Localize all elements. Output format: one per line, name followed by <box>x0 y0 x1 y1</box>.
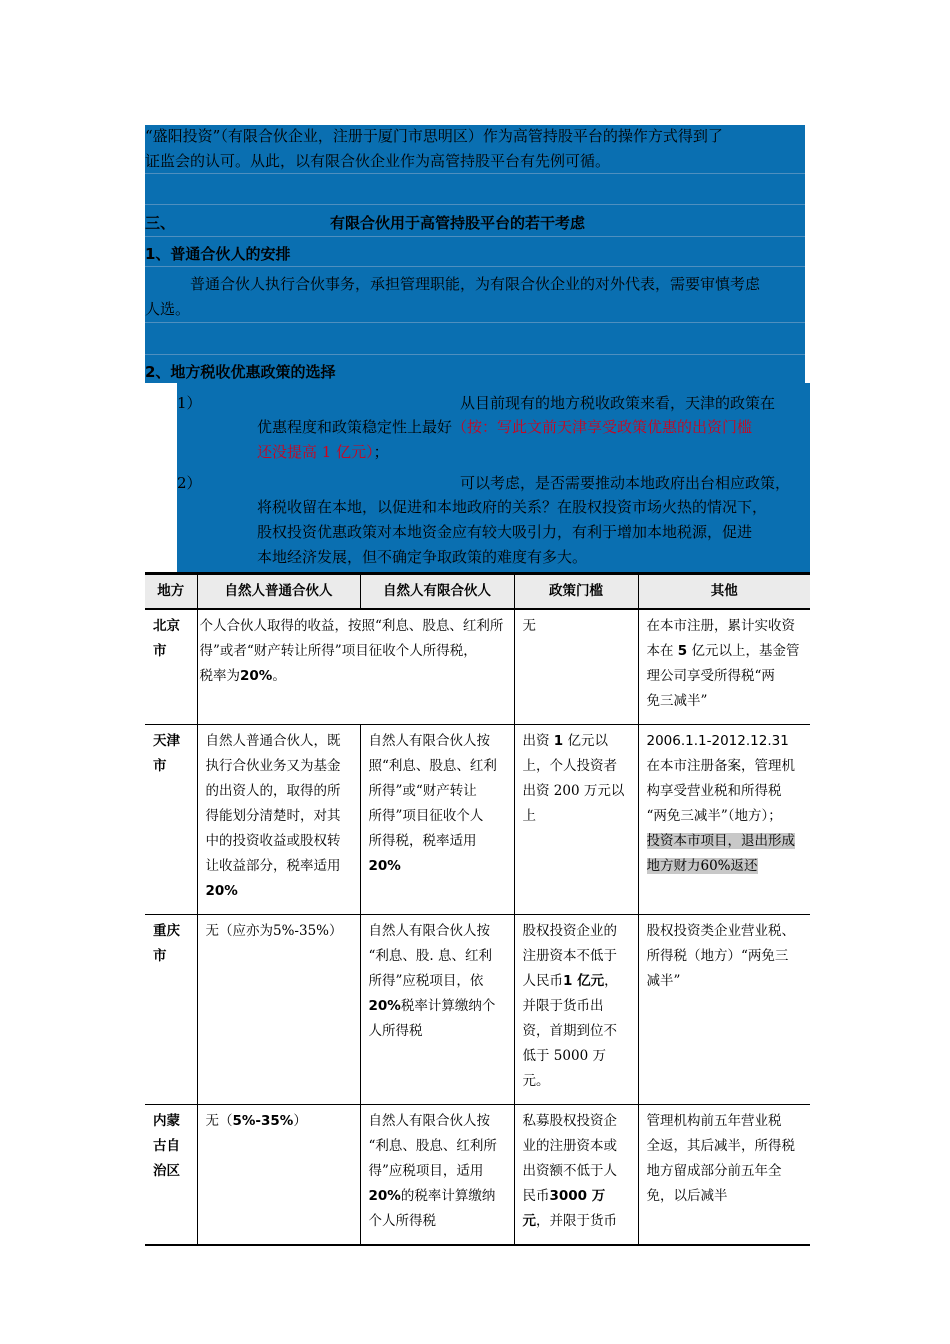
item-1-number: 1） <box>177 394 202 412</box>
other-cell <box>638 1105 810 1246</box>
region-name: 古自 <box>153 1138 180 1154</box>
tax-policy-table <box>145 572 810 1246</box>
cell-line <box>647 854 805 879</box>
cell-line <box>369 1184 508 1209</box>
item-1-semicolon: ； <box>373 443 389 461</box>
intro-line-1: “盛阳投资”（有限合伙企业，注册于厦门市思明区）作为高管持股平台的操作方式得到了 <box>145 127 723 145</box>
rate-range: 5%-35% <box>232 1113 294 1129</box>
item-2-number: 2） <box>177 474 202 492</box>
cell-text: 本在 <box>646 643 674 659</box>
item-2-line-2: 将税收留在本地，以促进和本地政府的关系？在股权投资市场火热的情况下， <box>257 498 768 516</box>
cell-text: 亿元以上，基金管 <box>691 643 800 659</box>
cell-line: 2006.1.1-2012.12.31 <box>646 733 789 749</box>
subheading-gp-arrangement: 1、普通合伙人的安排 <box>145 245 291 263</box>
region-cell <box>145 609 197 725</box>
cell-text: 返还 <box>730 858 758 874</box>
cell-line: 上，个人投资者 <box>522 758 617 774</box>
cell-line: 得”应税项目，适用 <box>368 1163 484 1179</box>
header-region: 地方 <box>145 574 197 610</box>
item-2-line-4: 本地经济发展，但不确定争取政策的难度有多大。 <box>257 548 588 566</box>
table-header-row <box>145 574 810 610</box>
cell-text: 地方财力 <box>646 858 701 874</box>
cell-text: 民币 <box>522 1188 550 1204</box>
amount: 1 <box>553 733 564 749</box>
cell-line: 股权投资企业的 <box>522 923 617 939</box>
cell-line: 中的投资收益或股权转 <box>205 833 341 849</box>
lp-cell <box>360 1105 514 1246</box>
cell-line: 出资额不低于人 <box>522 1163 617 1179</box>
region-name: 市 <box>153 758 167 774</box>
item-1-line-2 <box>257 416 752 438</box>
cell-text: 无（应亦为 <box>205 923 273 939</box>
cell-text: ，并限于货币 <box>536 1213 617 1229</box>
highlighted-text <box>647 858 758 874</box>
cell-text: 低于 <box>522 1048 550 1064</box>
cell-line: 执行合伙业务又为基金 <box>205 758 341 774</box>
cell-line: 在本市注册备案，管理机 <box>646 758 795 774</box>
cell-text: 元 <box>522 1213 536 1229</box>
cell-line: 管理机构前五年营业税 <box>646 1113 782 1129</box>
amount: 3000 万 <box>549 1188 606 1204</box>
cell-line: 免三减半” <box>646 693 708 709</box>
cell-text: 的税率计算缴纳 <box>400 1188 496 1204</box>
cell-line: 地方留成部分前五年全 <box>646 1163 782 1179</box>
tax-rate: 20% <box>368 998 401 1014</box>
gp-cell <box>197 1105 360 1246</box>
cell-line: “利息、股息、红利所 <box>368 1138 497 1154</box>
threshold-cell <box>514 609 638 725</box>
cell-text: 万元以 <box>583 783 625 799</box>
cell-line: 在本市注册，累计实收资 <box>646 618 795 634</box>
cell-text: 无 <box>522 618 536 634</box>
cell-line: 注册资本不低于 <box>522 948 617 964</box>
amount: 5 <box>677 643 688 659</box>
cell-line: 资，首期到位不 <box>522 1023 617 1039</box>
cell-text: 税率计算缴纳个 <box>400 998 496 1014</box>
table-row <box>145 915 810 1105</box>
item-1-note: （按：写此文前天津享受政策优惠的出资门槛 <box>452 418 753 436</box>
partners-cell <box>197 609 514 725</box>
threshold-cell <box>514 1105 638 1246</box>
cell-line: 减半” <box>646 973 681 989</box>
cell-line: 私募股权投资企 <box>522 1113 617 1129</box>
cell-line: 个人合伙人取得的收益，按照“利息、股息、红利所 <box>199 618 504 634</box>
cell-line: 免，以后减半 <box>646 1188 728 1204</box>
cell-text: ） <box>328 923 343 939</box>
other-cell <box>638 609 810 725</box>
item-1-line-1: 从目前现有的地方税收政策来看，天津的政策在 <box>460 394 776 412</box>
amount: 1 亿元 <box>563 973 605 989</box>
region-cell <box>145 725 197 915</box>
cell-line <box>523 779 632 804</box>
separator <box>145 266 805 267</box>
cell-line: 得”或者“财产转让所得”项目征收个人所得税， <box>199 643 477 659</box>
region-name: 天津 <box>153 733 180 749</box>
rate-range: 5%-35% <box>273 923 329 939</box>
cell-line: 自然人有限合伙人按 <box>368 733 490 749</box>
gp-cell <box>197 725 360 915</box>
cell-line <box>523 1209 632 1234</box>
cell-line <box>523 969 632 994</box>
cell-line: 元。 <box>522 1073 550 1089</box>
cell-line <box>523 729 632 754</box>
header-lp: 自然人有限合伙人 <box>360 574 514 610</box>
cell-line: 自然人普通合伙人，既 <box>205 733 341 749</box>
tax-rate: 20% <box>368 1188 401 1204</box>
tax-rate: 20% <box>368 858 401 874</box>
lp-cell <box>360 915 514 1105</box>
item-2-line-1: 可以考虑，是否需要推动本地政府出台相应政策， <box>460 474 791 492</box>
cell-line: 所得”项目征收个人 <box>368 808 484 824</box>
header-other: 其他 <box>638 574 810 610</box>
highlighted-text: 投资本市项目，退出形成 <box>646 833 795 849</box>
cell-line: 所得税，税率适用 <box>368 833 477 849</box>
cell-line <box>206 1109 354 1134</box>
gp-cell <box>197 915 360 1105</box>
cell-line: 所得税（地方）“两免三 <box>646 948 789 964</box>
cell-line: 并限于货币出 <box>522 998 604 1014</box>
threshold-cell <box>514 725 638 915</box>
separator <box>145 236 805 237</box>
item-2-line-3: 股权投资优惠政策对本地资金应有较大吸引力，有利于增加本地税源，促进 <box>257 523 753 541</box>
separator <box>145 322 805 323</box>
cell-line: 股权投资类企业营业税、 <box>646 923 795 939</box>
other-cell <box>638 725 810 915</box>
cell-line: 自然人有限合伙人按 <box>368 1113 490 1129</box>
item-1-line-3 <box>257 441 389 463</box>
threshold-cell <box>514 915 638 1105</box>
cell-line <box>647 639 805 664</box>
tax-rate: 20% <box>205 883 238 899</box>
cell-text: 亿元以 <box>567 733 608 749</box>
cell-text: ） <box>293 1113 307 1129</box>
region-name: 市 <box>153 948 167 964</box>
cell-line <box>200 664 508 689</box>
amount: 200 <box>553 783 580 799</box>
cell-line: 全返，其后减半，所得税 <box>646 1138 795 1154</box>
table-row <box>145 1105 810 1246</box>
cell-text: 出资 <box>522 733 550 749</box>
separator <box>145 204 805 205</box>
cell-text: 人民币 <box>522 973 563 989</box>
gp-text-line-2: 人选。 <box>145 300 191 318</box>
region-name: 内蒙 <box>153 1113 180 1129</box>
cell-line: 业的注册资本或 <box>522 1138 617 1154</box>
cell-line: 构享受营业税和所得税 <box>646 783 782 799</box>
gp-text-line-1: 普通合伙人执行合伙事务，承担管理职能，为有限合伙企业的对外代表，需要审慎考虑 <box>190 275 761 293</box>
intro-line-2: 证监会的认可。从此，以有限合伙企业作为高管持股平台有先例可循。 <box>145 152 611 170</box>
cell-text: 无（ <box>205 1113 233 1129</box>
table-row <box>145 725 810 915</box>
percentage: 60% <box>700 858 731 874</box>
cell-line: “两免三减半”（地方）； <box>646 808 782 824</box>
cell-line: 所得”应税项目，依 <box>368 973 484 989</box>
cell-text: 出资 <box>522 783 550 799</box>
separator <box>145 354 805 355</box>
cell-text: 。 <box>272 668 286 684</box>
other-cell <box>638 915 810 1105</box>
header-threshold: 政策门槛 <box>514 574 638 610</box>
cell-line <box>206 919 354 944</box>
cell-line: 自然人有限合伙人按 <box>368 923 490 939</box>
cell-line: 得能划分清楚时，对其 <box>205 808 341 824</box>
region-cell <box>145 915 197 1105</box>
separator <box>145 173 805 174</box>
region-name: 北京市 <box>153 618 180 659</box>
section-title: 有限合伙用于高管持股平台的若干考虑 <box>330 214 586 232</box>
table-row <box>145 609 810 725</box>
cell-line <box>523 1044 632 1069</box>
region-cell <box>145 1105 197 1246</box>
cell-line: 个人所得税 <box>368 1213 436 1229</box>
cell-line: 让收益部分，税率适用 <box>205 858 341 874</box>
tax-rate: 20% <box>240 668 273 684</box>
subheading-tax-policy: 2、地方税收优惠政策的选择 <box>145 363 336 381</box>
lp-cell <box>360 725 514 915</box>
cell-line: 照“利息、股息、红利 <box>368 758 497 774</box>
cell-line: 上 <box>522 808 536 824</box>
cell-line: 的出资人的，取得的所 <box>205 783 341 799</box>
cell-line: 人所得税 <box>368 1023 423 1039</box>
cell-line: 所得”或“财产转让 <box>368 783 477 799</box>
cell-line <box>523 1184 632 1209</box>
amount: 5000 <box>553 1048 589 1064</box>
cell-line: 理公司享受所得税“两 <box>646 668 775 684</box>
region-name: 治区 <box>153 1163 180 1179</box>
region-name: 重庆 <box>153 923 180 939</box>
cell-text: ， <box>604 973 618 989</box>
cell-line: “利息、股. 息、红利 <box>368 948 492 964</box>
cell-text: 万 <box>592 1048 606 1064</box>
item-1-note-end: 还没提高 1 亿元） <box>257 443 374 461</box>
item-1-line-2-text: 优惠程度和政策稳定性上最好 <box>257 418 453 436</box>
cell-text: 税率为 <box>199 668 240 684</box>
cell-line <box>369 994 508 1019</box>
header-gp: 自然人普通合伙人 <box>197 574 360 610</box>
cell-line <box>647 829 805 854</box>
section-number: 三、 <box>145 214 176 232</box>
